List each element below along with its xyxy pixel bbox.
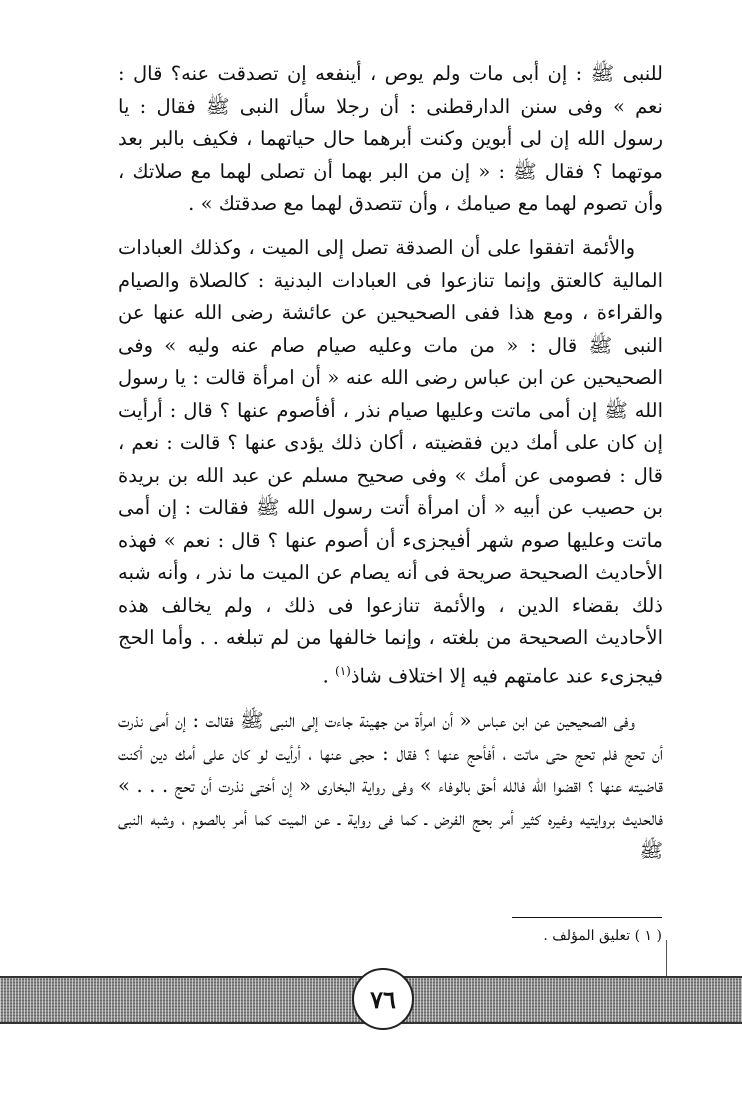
paragraph-2 xyxy=(118,232,663,693)
page-number xyxy=(352,968,414,1030)
footnote-marker[interactable]: (١) xyxy=(335,663,351,678)
paragraph-2-end: . xyxy=(322,664,335,687)
paragraph-3-text: وفى الصحيحين عن ابن عباس « أن امرأة من جهينة جاءت إلى النبى ﷺ فقالت : إن أمى نذرت أن تحج فلم تحج حتى ماتت ، أفأحج عنها ؟ فقال : حجى عنها ، أرأيت لو كان على أمك دين أكنت قاضيته عنها ؟ اقضوا الله فالله أحق بالوفاء » وفى رواية البخارى « إن أختى نذرت أن تحج . . . » فالحديث بروايتيه وغيره كثير أمر بحج الفرض ـ كما فى رواية ـ عن الميت كما أمر بالصوم ، وشبه النبى ﷺ xyxy=(118,709,663,862)
footnote-divider xyxy=(512,917,662,918)
page-number-text: ٧٦ xyxy=(370,984,396,1014)
paragraph-1 xyxy=(118,58,663,221)
paragraph-2-text xyxy=(118,232,663,693)
paragraph-2-body: والأئمة اتفقوا على أن الصدقة تصل إلى الميت ، وكذلك العبادات المالية كالعتق وإنما تنازعوا فى العبادات البدنية : كالصلاة والصيام والقراءة ، ومع هذا ففى الصحيحين عن عائشة رضى الله عنها عن النبى ﷺ قال : « من مات وعليه صيام صام عنه وليه » وفى الصحيحين عن ابن عباس رضى الله عنه « أن امرأة قالت : يا رسول الله ﷺ إن أمى ماتت وعليها صيام نذر ، أفأصوم عنها ؟ قال : أرأيت إن كان على أمك دين فقضيته ، أكان ذلك يؤدى عنها ؟ قالت : نعم ، قال : فصومى عن أمك » وفى صحيح مسلم عن عبد الله بن بريدة بن حصيب عن أبيه « أن امرأة أتت رسول الله ﷺ فقالت : إن أمى ماتت وعليها صوم شهر أفيجزىء أن أصوم عنها ؟ قال : نعم » فهذه الأحاديث الصحيحة صريحة فى أنه يصام عن الميت ما نذر ، وأنه شبه ذلك بقضاء الدين ، والأئمة تنازعوا فى ذلك ، ولم يخالف هذه الأحاديث الصحيحة من بلغته ، وإنما خالفها من لم تبلغه . . وأما الحج فيجزىء عند عامتهم فيه إلا اختلاف شاذ xyxy=(118,236,663,687)
paragraph-1-text: للنبى ﷺ : إن أبى مات ولم يوص ، أينفعه إن تصدقت عنه؟ قال : نعم » وفى سنن الدارقطنى : أن رجلا سأل النبى ﷺ فقال : يا رسول الله إن لى أبوين وكنت أبرهما حال حياتهما ، فكيف بالبر بعد موتهما ؟ فقال ﷺ : « إن من البر بهما أن تصلى لهما مع صلاتك ، وأن تصوم لهما مع صيامك ، وأن تتصدق لهما مع صدقتك » . xyxy=(118,62,663,215)
paragraph-3 xyxy=(118,705,663,868)
footnote-text: ( ١ ) تعليق المؤلف . xyxy=(543,928,662,944)
